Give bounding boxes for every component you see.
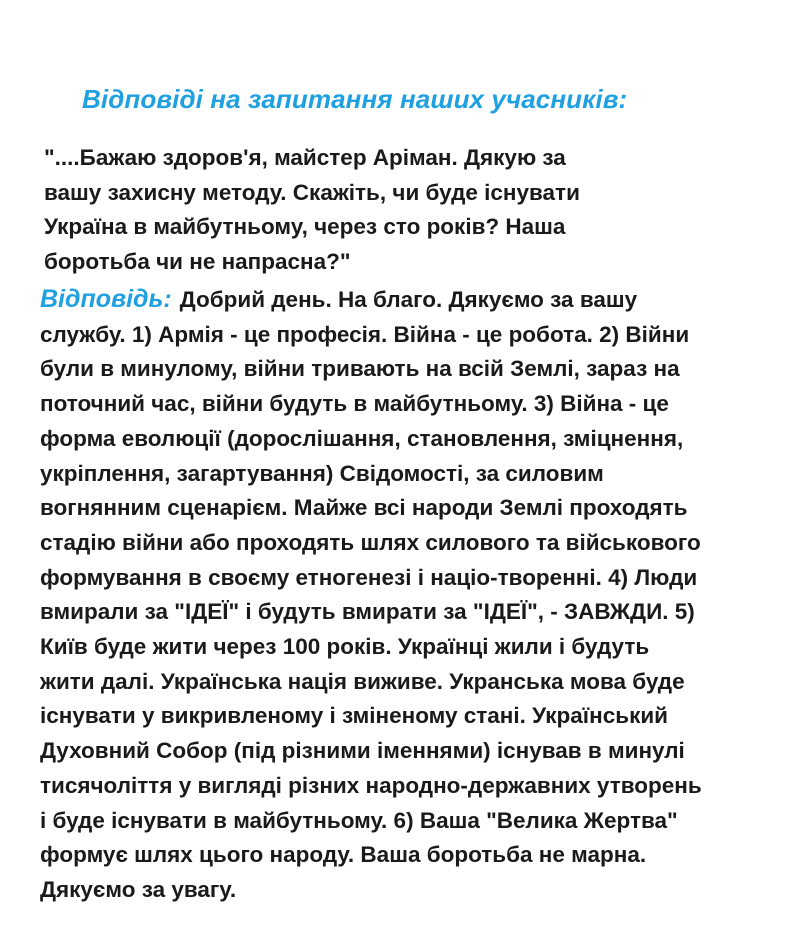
answer-line: були в минулому, війни тривають на всій Землі, зараз на xyxy=(40,356,680,382)
answer-line: службу. 1) Армія - це професія. Війна - це робота. 2) Війни xyxy=(40,321,690,347)
answer-label: Відповідь: xyxy=(40,285,172,313)
answer-line: формування в своєму етногенезі і націо-творенні. 4) Люди xyxy=(40,564,698,590)
answer-line: жити далі. Українська нація виживе. Укранська мова буде xyxy=(40,668,685,694)
question-line: боротьба чи не напрасна?" xyxy=(44,248,351,274)
answer-line: Добрий день. На благо. Дякуємо за вашу xyxy=(179,287,638,312)
answer-line: Київ буде жити через 100 років. Українці жили і будуть xyxy=(40,634,650,660)
answer-line: тисячоліття у вигляді різних народно-державних утворень xyxy=(40,772,702,798)
page-heading: Відповіді на запитання наших учасників: xyxy=(82,84,628,114)
question-quote xyxy=(44,141,644,279)
answer-line: Дякуємо за увагу. xyxy=(40,876,237,902)
answer-line: Духовний Собор (під різними іменнями) існував в минулі xyxy=(40,738,685,764)
answer-line: укріплення, загартування) Свідомості, за силовим xyxy=(40,460,604,486)
answer-line: формує шлях цього народу. Ваша боротьба не марна. xyxy=(40,842,647,868)
answer-line: існувати у викривленому і зміненому стані. Український xyxy=(40,703,668,729)
answer-line: вогнянним сценарієм. Майже всі народи Землі проходять xyxy=(40,495,688,521)
answer-paragraph xyxy=(40,282,770,908)
answer-line: і буде існувати в майбутньому. 6) Ваша "Велика Жертва" xyxy=(40,807,678,833)
answer-line: форма еволюції (дорослішання, становлення, зміцнення, xyxy=(40,425,684,451)
answer-line: вмирали за "ІДЕЇ" і будуть вмирати за "ІДЕЇ", - ЗАВЖДИ. 5) xyxy=(40,599,695,625)
question-line: вашу захисну методу. Скажіть, чи буде існувати xyxy=(44,179,580,205)
answer-line: поточний час, війни будуть в майбутньому. 3) Війна - це xyxy=(40,391,669,417)
question-line: "....Бажаю здоров'я, майстер Аріман. Дякую за xyxy=(44,145,566,170)
question-line: Україна в майбутньому, через сто років? Наша xyxy=(44,214,566,239)
answer-line: стадію війни або проходять шлях силового та військового xyxy=(40,529,701,555)
